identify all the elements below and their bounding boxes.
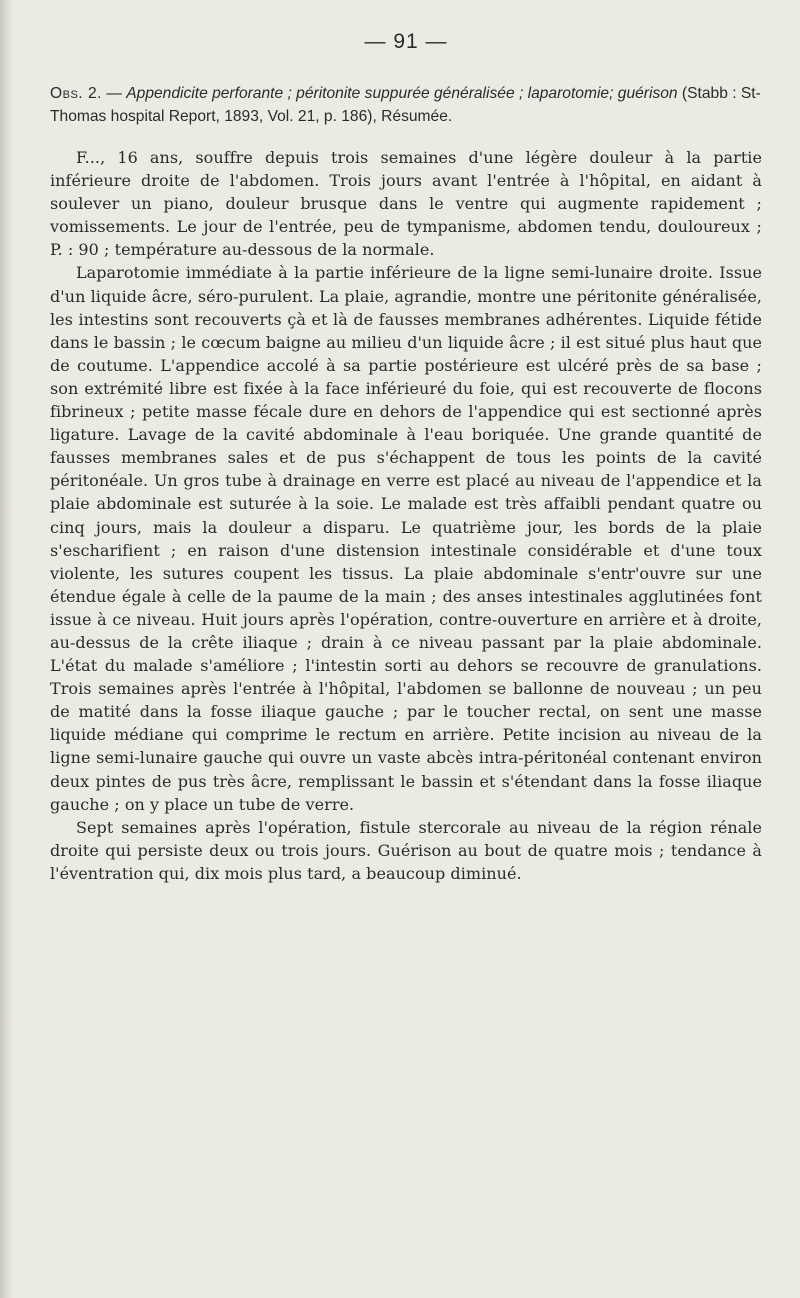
document-page (50, 30, 762, 885)
observation-source: (Stabb : St-Thomas hospital Report, 1893, Vol. 21, p. 186), Résumée. (50, 85, 761, 125)
paragraph-operation: Laparotomie immédiate à la partie inférieure de la ligne semi-lunaire droite. Issue d'un liquide âcre, séro-purulent. La plaie, agrandie, montre une péritonite généralisée, les intestins sont recouverts çà et là de fausses membranes adhérentes. Liquide fétide dans le bassin ; le cœcum baigne au milieu d'un liquide âcre ; il est situé plus haut que de coutume. L'appendice accolé à sa partie postérieure est ulcéré près de sa base ; son extrémité libre est fixée à la face inférieuré du foie, qui est recouverte de flocons fibrineux ; petite masse fécale dure en dehors de l'appendice qui est sectionné après ligature. Lavage de la cavité abdominale à l'eau boriquée. Une grande quantité de fausses membranes sales et de pus s'échappent de tous les points de la cavité péritonéale. Un gros tube à drainage en verre est placé au niveau de l'appendice et la plaie abdominale est suturée à la soie. Le malade est très affaibli pendant quatre ou cinq jours, mais la douleur a disparu. Le quatrième jour, les bords de la plaie s'escharifient ; en raison d'une distension intestinale considérable et d'une toux violente, les sutures coupent les tissus. La plaie abdominale s'entr'ouvre sur une étendue égale à celle de la paume de la main ; des anses intestinales agglutinées font issue à ce niveau. Huit jours après l'opération, contre-ouverture en arrière et à droite, au-dessus de la crête iliaque ; drain à ce niveau passant par la plaie abdominale. L'état du malade s'améliore ; l'intestin sorti au dehors se recouvre de granulations. Trois semaines après l'entrée à l'hôpital, l'abdomen se ballonne de nouveau ; un peu de matité dans la fosse iliaque gauche ; par le toucher rectal, on sent une masse liquide médiane qui comprime le rectum en arrière. Petite incision au niveau de la ligne semi-lunaire gauche qui ouvre un vaste abcès intra-péritonéal contenant environ deux pintes de pus très âcre, remplissant le bassin et s'étendant dans la fosse iliaque gauche ; on y place un tube de verre. (50, 263, 762, 814)
observation-title: Appendicite perforante ; péritonite suppurée généralisée ; laparotomie; guérison (126, 85, 678, 102)
paragraph-history: F..., 16 ans, souffre depuis trois semaines d'une légère douleur à la partie inférieure droite de l'abdomen. Trois jours avant l'entrée à l'hôpital, en aidant à soulever un piano, douleur brusque dans le ventre qui augmente rapidement ; vomissements. Le jour de l'entrée, peu de tympanisme, abdomen tendu, douloureux ; P. : 90 ; température au-dessous de la normale. (50, 148, 762, 260)
page-number: — 91 — (364, 30, 448, 53)
observation-number: Obs. 2. (50, 85, 102, 102)
page-edge-shadow (0, 0, 14, 1298)
paragraph-outcome: Sept semaines après l'opération, fistule stercorale au niveau de la région rénale droite qui persiste deux ou trois jours. Guérison au bout de quatre mois ; tendance à l'éventration qui, dix mois plus tard, a beaucoup diminué. (50, 817, 762, 883)
observation-dash: — (101, 85, 127, 102)
observation-header (50, 82, 762, 128)
